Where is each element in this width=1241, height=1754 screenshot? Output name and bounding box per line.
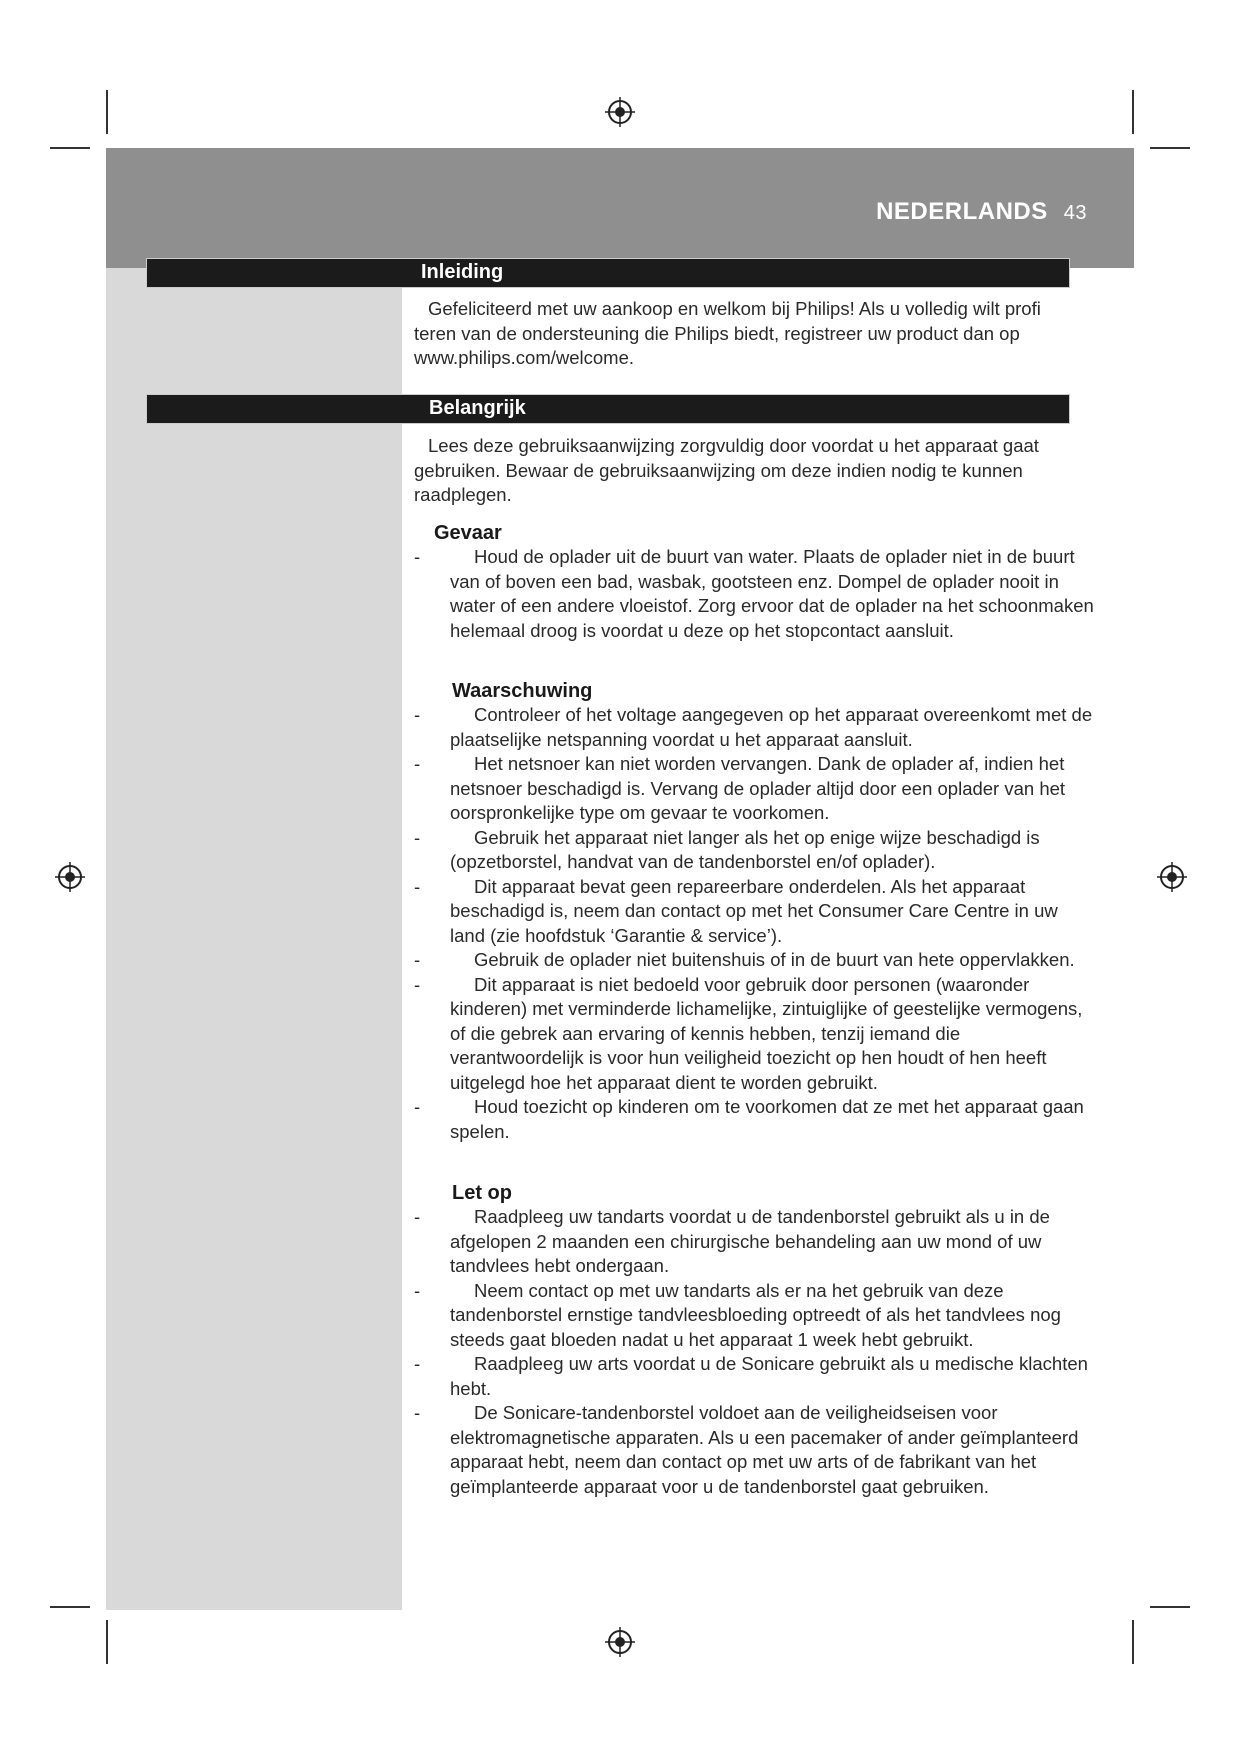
list-item: - Houd de oplader uit de buurt van water. Plaats de oplader niet in de buurt van of boven een bad, wasbak, gootsteen enz. Dompel de oplader nooit in water of een andere vloeistof. Zorg ervoor dat de oplader na het schoonmaken helemaal droog is voordat u deze op het stopcontact aansluit. <box>414 546 1094 641</box>
list-item: - Neem contact op met uw tandarts als er na het gebruik van deze tandenborstel ernstige tandvleesbloeding optreedt of als het tandvlees nog steeds gaat bloeden nadat u het apparaat 1 week hebt gebruikt. <box>414 1279 1061 1350</box>
intro-paragraph <box>414 297 1064 371</box>
bullet-dash: - <box>414 704 421 725</box>
registration-crosshair-icon <box>605 97 635 127</box>
page-number: 43 <box>1063 202 1087 224</box>
list-gevaar <box>414 545 1094 643</box>
section-title-belangrijk: Belangrijk <box>429 397 526 419</box>
bullet-dash: - <box>414 1279 421 1301</box>
crop-mark <box>106 1620 108 1664</box>
subheading-let-op: Let op <box>452 1182 512 1204</box>
bullet-dash: - <box>414 973 421 995</box>
important-paragraph <box>414 434 1074 508</box>
list-let-op <box>414 1205 1094 1499</box>
language-title: NEDERLANDS <box>876 198 1048 225</box>
bullet-dash: - <box>414 546 421 567</box>
section-title-inleiding: Inleiding <box>421 261 504 283</box>
crop-mark <box>50 1606 90 1608</box>
list-item: - Raadpleeg uw tandarts voordat u de tandenborstel gebruikt als u in de afgelopen 2 maanden een chirurgische behandeling aan uw mond of uw tandvlees hebt ondergaan. <box>414 1206 1050 1276</box>
registration-crosshair-icon <box>1157 862 1187 892</box>
crop-mark <box>1150 147 1190 149</box>
list-item: - Raadpleeg uw arts voordat u de Sonicare gebruikt als u medische klachten hebt. <box>414 1353 1088 1399</box>
list-item: - Dit apparaat bevat geen repareerbare onderdelen. Als het apparaat beschadigd is, neem dan contact op met het Consumer Care Centre in uw land (zie hoofdstuk ‘Garantie & service’). <box>414 875 1058 946</box>
list-item: - Dit apparaat is niet bedoeld voor gebruik door personen (waaronder kinderen) met verminderde lichamelijke, zintuiglijke of geestelijke vermogens, of die gebrek aan ervaring of kennis hebben, tenzij iemand die verantwoordelijk is voor hun veiligheid toezicht op hen houdt of hen heeft uitgelegd hoe het apparaat dient te worden gebruikt. <box>414 973 1083 1093</box>
intro-text: Gefeliciteerd met uw aankoop en welkom bij Philips! Als u volledig wilt profi teren van de ondersteuning die Philips biedt, registreer uw product dan op www.philips.com/welcome. <box>414 298 1041 368</box>
subheading-waarschuwing: Waarschuwing <box>452 680 593 702</box>
sidebar-background <box>106 148 402 1610</box>
list-item: - Controleer of het voltage aangegeven op het apparaat overeenkomt met de plaatselijke netspanning voordat u het apparaat aansluit. <box>414 704 1093 750</box>
bullet-dash: - <box>414 753 421 774</box>
crop-mark <box>50 147 90 149</box>
registration-crosshair-icon <box>605 1627 635 1657</box>
list-item: - De Sonicare-tandenborstel voldoet aan de veiligheidseisen voor elektromagnetische apparaten. Als u een pacemaker of ander geïmplanteerd apparaat hebt, neem dan contact op met uw arts of de fabrikant van het geïmplanteerde apparaat voor u de tandenborstel gaat gebruiken. <box>414 1402 1079 1497</box>
important-text: Lees deze gebruiksaanwijzing zorgvuldig door voordat u het apparaat gaat gebruiken. Bewaar de gebruiksaanwijzing om deze indien nodig te kunnen raadplegen. <box>414 435 1039 505</box>
bullet-dash: - <box>414 875 421 897</box>
bullet-dash: - <box>414 1353 421 1374</box>
list-item: - Gebruik het apparaat niet langer als het op enige wijze beschadigd is (opzetborstel, handvat van de tandenborstel en/of oplader). <box>414 826 1040 872</box>
list-item: - Gebruik de oplader niet buitenshuis of in de buurt van hete oppervlakken. <box>414 948 1094 973</box>
crop-mark <box>1132 90 1134 134</box>
bullet-dash: - <box>414 1402 421 1423</box>
section-bar-belangrijk <box>146 394 1070 424</box>
bullet-dash: - <box>414 949 421 970</box>
crop-mark <box>1132 1620 1134 1664</box>
crop-mark <box>106 90 108 134</box>
list-waarschuwing <box>414 703 1094 1144</box>
bullet-dash: - <box>414 1206 421 1227</box>
list-item: - Houd toezicht op kinderen om te voorkomen dat ze met het apparaat gaan spelen. <box>414 1096 1084 1142</box>
registration-crosshair-icon <box>55 862 85 892</box>
subheading-gevaar: Gevaar <box>434 522 502 544</box>
list-item: - Het netsnoer kan niet worden vervangen. Dank de oplader af, indien het netsnoer beschadigd is. Vervang de oplader altijd door een oplader van het oorspronkelijke type om gevaar te voorkomen. <box>414 753 1066 823</box>
crop-mark <box>1150 1606 1190 1608</box>
section-bar-inleiding <box>146 258 1070 288</box>
bullet-dash: - <box>414 826 421 848</box>
bullet-dash: - <box>414 1096 421 1117</box>
page-header <box>876 198 1087 226</box>
